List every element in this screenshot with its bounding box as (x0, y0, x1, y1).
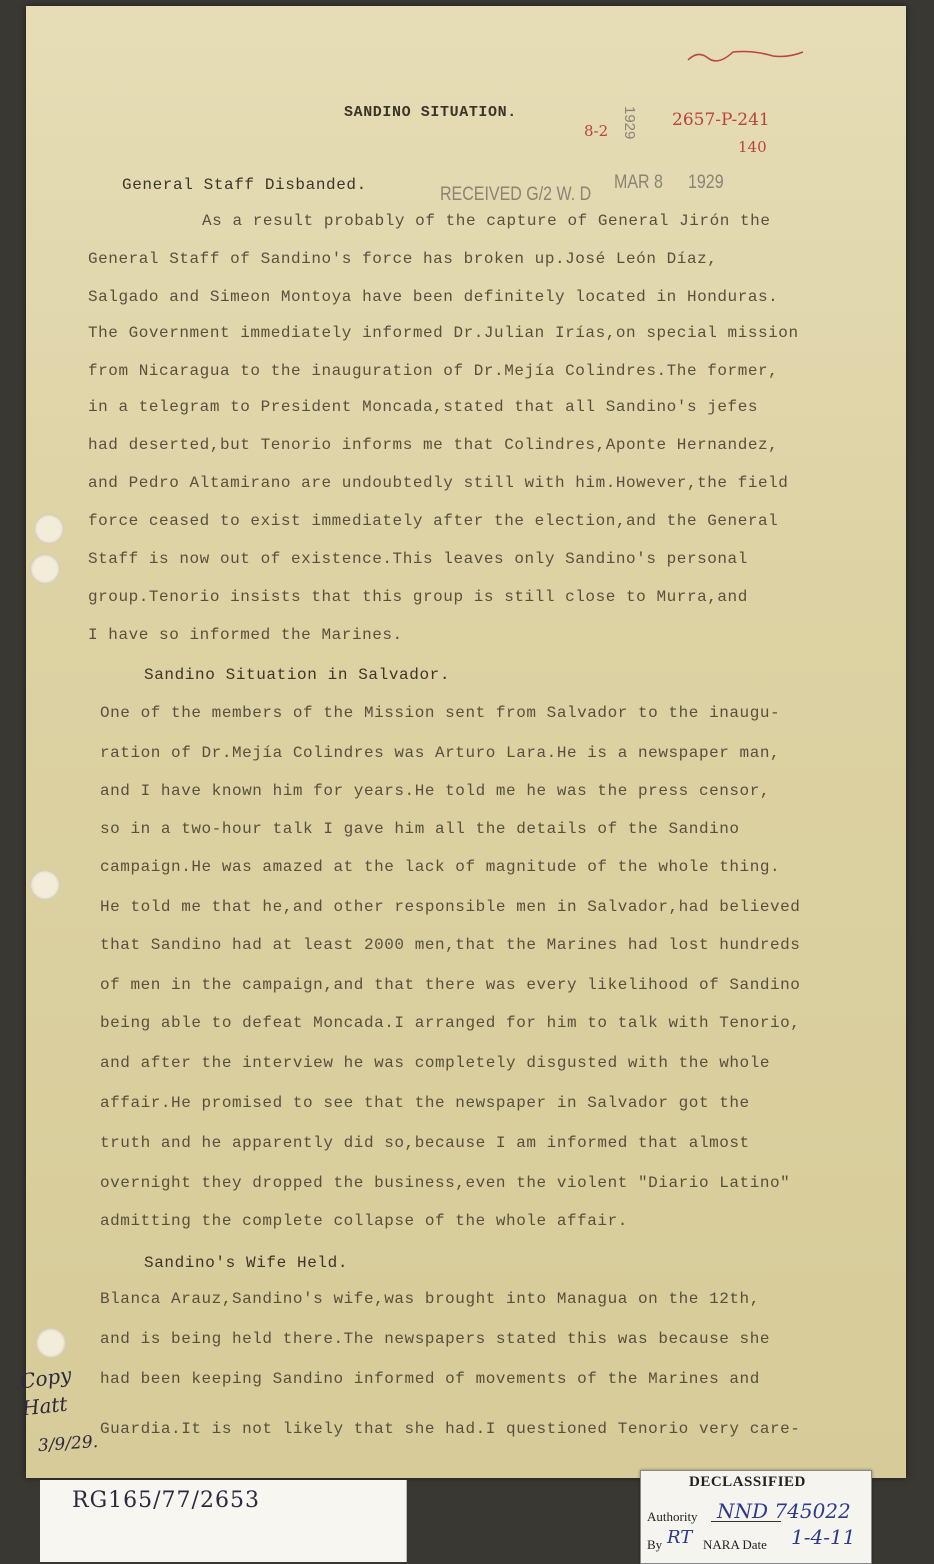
body-line: had been keeping Sandino informed of movements of the Marines and (100, 1370, 760, 1388)
body-line: ration of Dr.Mejía Colindres was Arturo Lara.He is a newspaper man, (100, 744, 781, 762)
body-line: Blanca Arauz,Sandino's wife,was brought into Managua on the 12th, (100, 1290, 760, 1308)
signature-line (711, 1521, 781, 1522)
document-page (18, 6, 906, 1478)
body-line: He told me that he,and other responsible men in Salvador,had believed (100, 898, 801, 916)
body-line: affair.He promised to see that the newspaper in Salvador got the (100, 1094, 750, 1112)
file-prefix: 8-2 (584, 122, 609, 140)
section-heading-salvador: Sandino Situation in Salvador. (144, 666, 451, 684)
margin-note-name: Hatt (20, 1391, 69, 1421)
body-line: Staff is now out of existence.This leaves only Sandino's personal (88, 550, 748, 568)
punch-hole (30, 554, 60, 584)
record-group-label: RG165/77/2653 (72, 1488, 260, 1513)
body-line: General Staff of Sandino's force has broken up.José León Díaz, (88, 250, 718, 268)
archive-record-tag (40, 1480, 407, 1562)
document-title: SANDINO SITUATION. (344, 104, 517, 121)
body-line: and after the interview he was completely disgusted with the whole (100, 1054, 771, 1072)
declassified-stamp (640, 1470, 872, 1564)
stamp-date: MAR 8 (614, 172, 663, 193)
side-year-stamp: 1929 (621, 106, 638, 140)
body-line: of men in the campaign,and that there was every likelihood of Sandino (100, 976, 801, 994)
red-scribble-mark (686, 46, 806, 66)
body-line: group.Tenorio insists that this group is still close to Murra,and (88, 588, 748, 606)
file-sub: 140 (738, 138, 767, 156)
nara-date-value: 1-4-11 (791, 1525, 856, 1549)
by-value: RT (667, 1527, 693, 1548)
received-stamp: RECEIVED G/2 W. D (440, 184, 592, 205)
body-line: from Nicaragua to the inauguration of Dr.Mejía Colindres.The former, (88, 362, 779, 380)
body-line: I have so informed the Marines. (88, 626, 403, 644)
by-label: By (647, 1537, 663, 1552)
declassified-title: DECLASSIFIED (689, 1474, 806, 1490)
body-line: in a telegram to President Moncada,stated that all Sandino's jefes (88, 398, 759, 416)
body-line: and Pedro Altamirano are undoubtedly still with him.However,the field (88, 474, 789, 492)
punch-hole (36, 1328, 66, 1358)
body-line: The Government immediately informed Dr.Julian Irías,on special mission (88, 324, 799, 342)
margin-note-date: 3/9/29. (37, 1431, 99, 1457)
body-line: As a result probably of the capture of General Jirón the (202, 212, 771, 230)
body-line: One of the members of the Mission sent from Salvador to the inaugu- (100, 704, 781, 722)
body-line: overnight they dropped the business,even the violent "Diario Latino" (100, 1174, 791, 1192)
body-line: admitting the complete collapse of the whole affair. (100, 1212, 628, 1230)
body-line: campaign.He was amazed at the lack of magnitude of the whole thing. (100, 858, 781, 876)
body-line: and is being held there.The newspapers stated this was because she (100, 1330, 771, 1348)
body-line: that Sandino had at least 2000 men,that the Marines had lost hundreds (100, 936, 801, 954)
body-line: being able to defeat Moncada.I arranged for him to talk with Tenorio, (100, 1014, 801, 1032)
authority-value: NND 745022 (717, 1499, 851, 1523)
body-line: had deserted,but Tenorio informs me that Colindres,Aponte Hernandez, (88, 436, 779, 454)
margin-note-copy: Copy (18, 1362, 73, 1394)
punch-hole (30, 870, 60, 900)
body-line: truth and he apparently did so,because I am informed that almost (100, 1134, 750, 1152)
body-line: so in a two-hour talk I gave him all the details of the Sandino (100, 820, 740, 838)
body-line: force ceased to exist immediately after the election,and the General (88, 512, 779, 530)
body-line: Salgado and Simeon Montoya have been definitely located in Honduras. (88, 288, 779, 306)
section-heading-wife-held: Sandino's Wife Held. (144, 1254, 349, 1272)
file-code: 2657-P-241 (672, 110, 770, 130)
stamp-year: 1929 (688, 172, 724, 193)
punch-hole (34, 514, 64, 544)
nara-date-label: NARA Date (703, 1537, 767, 1552)
section-heading-general-staff: General Staff Disbanded. (122, 176, 367, 194)
body-line: and I have known him for years.He told me he was the press censor, (100, 782, 771, 800)
body-line: Guardia.It is not likely that she had.I questioned Tenorio very care- (100, 1420, 801, 1438)
authority-label: Authority (647, 1509, 698, 1524)
